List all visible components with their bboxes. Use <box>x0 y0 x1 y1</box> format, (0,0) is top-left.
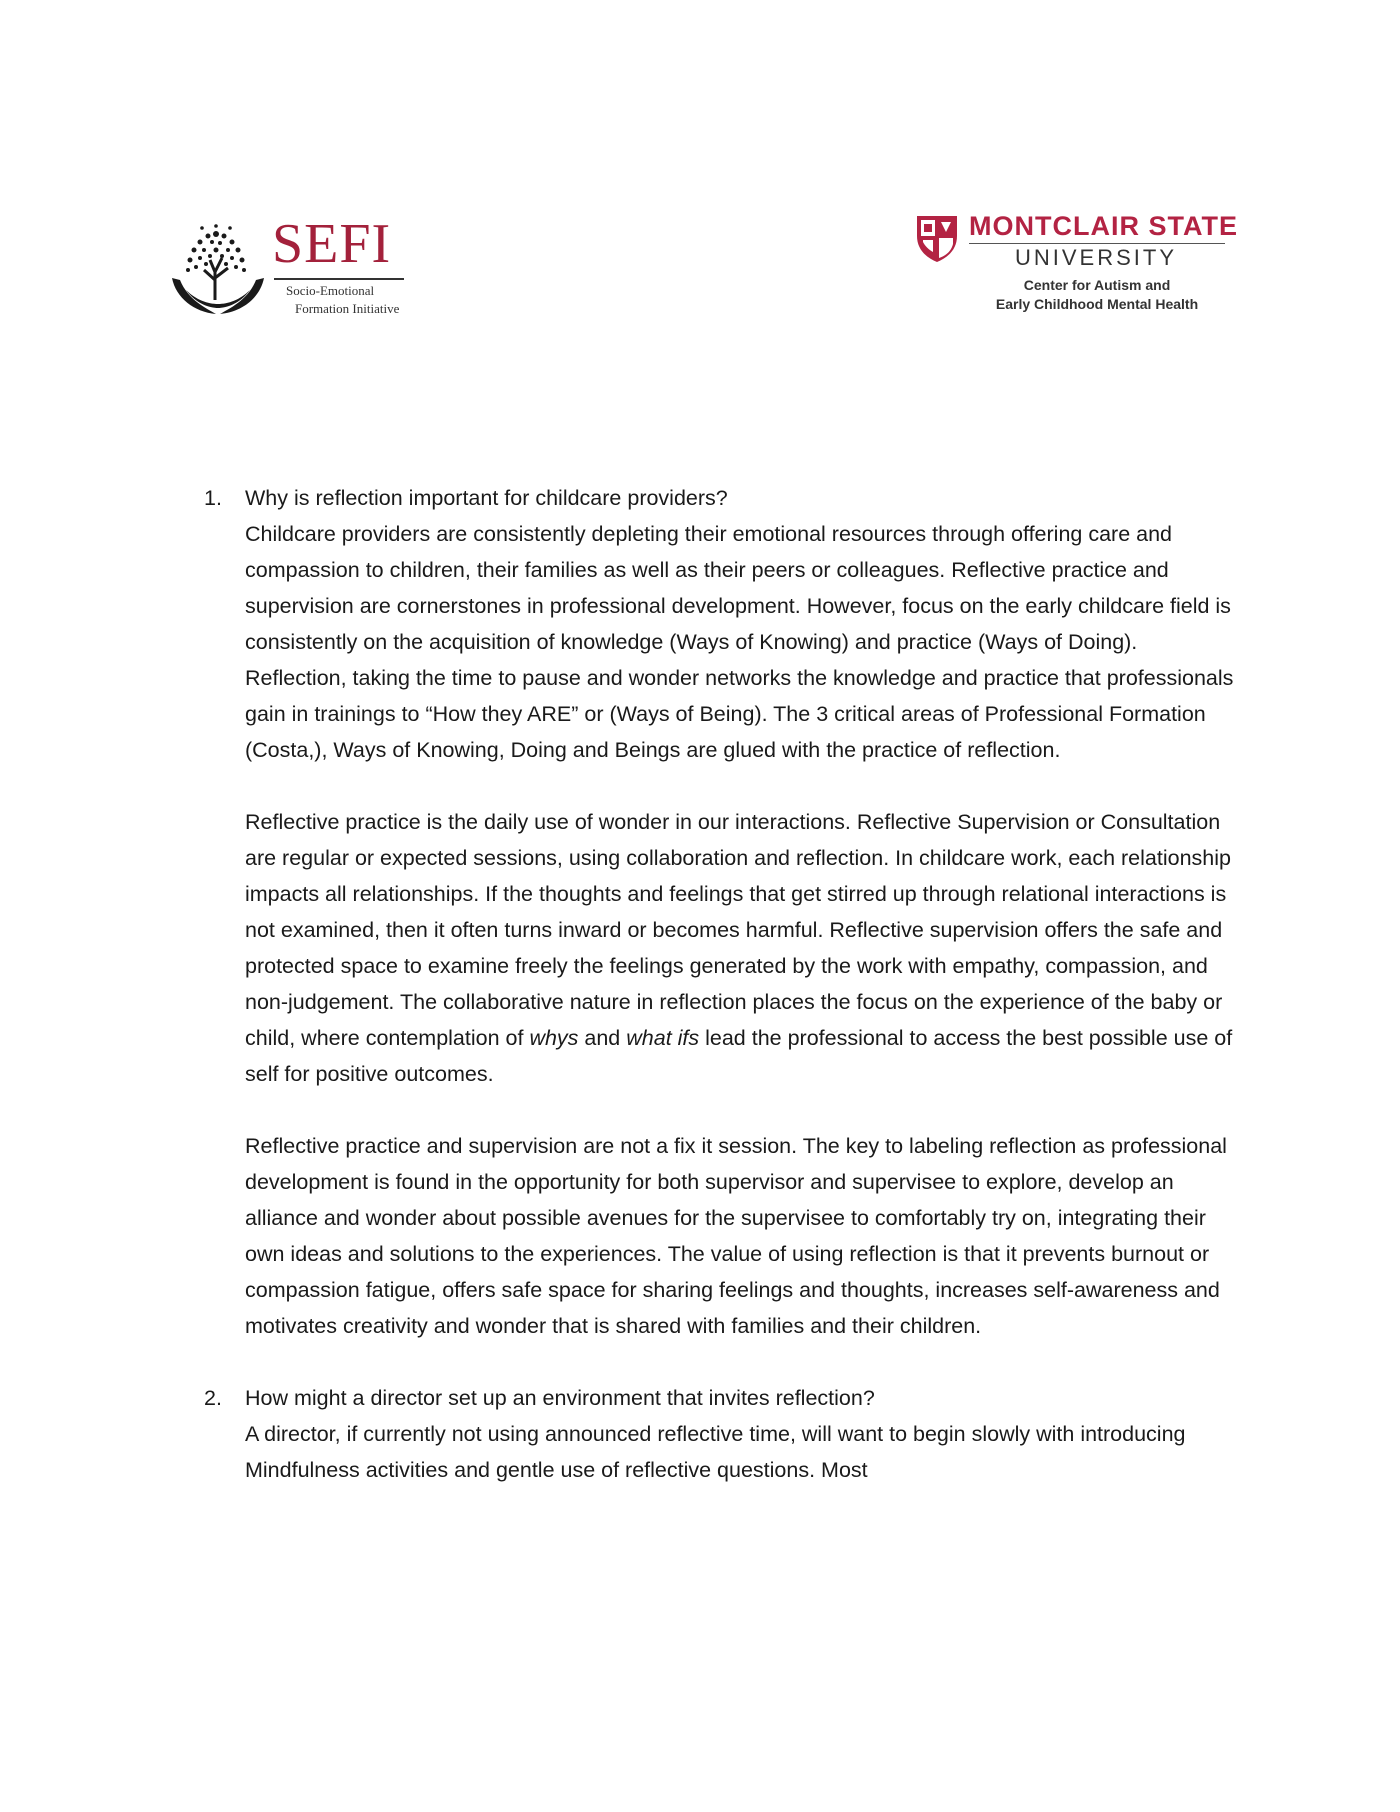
list-item <box>199 480 1244 1344</box>
montclair-divider <box>969 243 1225 244</box>
paragraph-text: lead the professional to access the best possible use of self for positive outcomes. <box>245 1026 1233 1086</box>
paragraph-text: and <box>578 1026 627 1050</box>
sefi-divider <box>274 278 404 280</box>
montclair-center-name <box>985 276 1209 314</box>
montclair-name: MONTCLAIR STATE <box>969 211 1238 241</box>
document-body <box>199 480 1244 1488</box>
emphasis-text: whys <box>529 1026 579 1050</box>
sefi-logo <box>166 214 416 324</box>
item-number: 1. <box>204 486 222 510</box>
center-line2: Early Childhood Mental Health <box>995 296 1199 312</box>
item-answer-paragraph <box>245 804 1244 1092</box>
paragraph-text: Reflective practice is the daily use of wonder in our interactions. Reflective Supervision or Consultation are regular or expected sessions, using collaboration and reflection. In childcare work, each relationship impacts all relationships. If the thoughts and feelings that get stirred up through relational interactions is not examined, then it often turns inward or becomes harmful. Reflective supervision offers the safe and protected space to examine freely the feelings generated by the work with empathy, compassion, and non-judgement. The collaborative nature in reflection places the focus on the experience of the baby or child, where contemplation of <box>245 810 1231 1050</box>
tree-hands-icon <box>166 220 270 320</box>
item-number: 2. <box>204 1386 222 1410</box>
sefi-wordmark: SEFI <box>272 213 392 275</box>
item-answer-paragraph: Childcare providers are consistently depleting their emotional resources through offering care and compassion to children, their families as well as their peers or colleagues. Reflective practice and supervision are cornerstones in professional development. However, focus on the early childcare field is consistently on the acquisition of knowledge (Ways of Knowing) and practice (Ways of Doing). Reflection, taking the time to pause and wonder networks the knowledge and practice that professionals gain in trainings to “How they ARE” or (Ways of Being). The 3 critical areas of Professional Formation (Costa,), Ways of Knowing, Doing and Beings are glued with the practice of reflection. <box>245 522 1234 762</box>
montclair-logo <box>915 210 1238 320</box>
list-item <box>199 1380 1244 1488</box>
sefi-subtitle-line1: Socio-Emotional <box>286 283 375 298</box>
sefi-subtitle-line2: Formation Initiative <box>295 301 400 316</box>
item-answer-paragraph: A director, if currently not using announced reflective time, will want to begin slowly with introducing Mindfulness activities and gentle use of reflective questions. Most <box>245 1422 1186 1482</box>
sefi-subtitle <box>286 282 399 318</box>
item-question: How might a director set up an environment that invites reflection? <box>245 1386 875 1410</box>
center-line1: Center for Autism and <box>1023 277 1171 293</box>
montclair-university: UNIVERSITY <box>1015 245 1178 270</box>
emphasis-text: what ifs <box>626 1026 700 1050</box>
item-question: Why is reflection important for childcare providers? <box>245 486 728 510</box>
shield-icon <box>915 214 959 264</box>
item-answer-paragraph: Reflective practice and supervision are not a fix it session. The key to labeling reflection as professional development is found in the opportunity for both supervisor and supervisee to explore, develop an alliance and wonder about possible avenues for the supervisee to comfortably try on, integrating their own ideas and solutions to the experiences. The value of using reflection is that it prevents burnout or compassion fatigue, offers safe space for sharing feelings and thoughts, increases self-awareness and motivates creativity and wonder that is shared with families and their children. <box>245 1134 1227 1338</box>
